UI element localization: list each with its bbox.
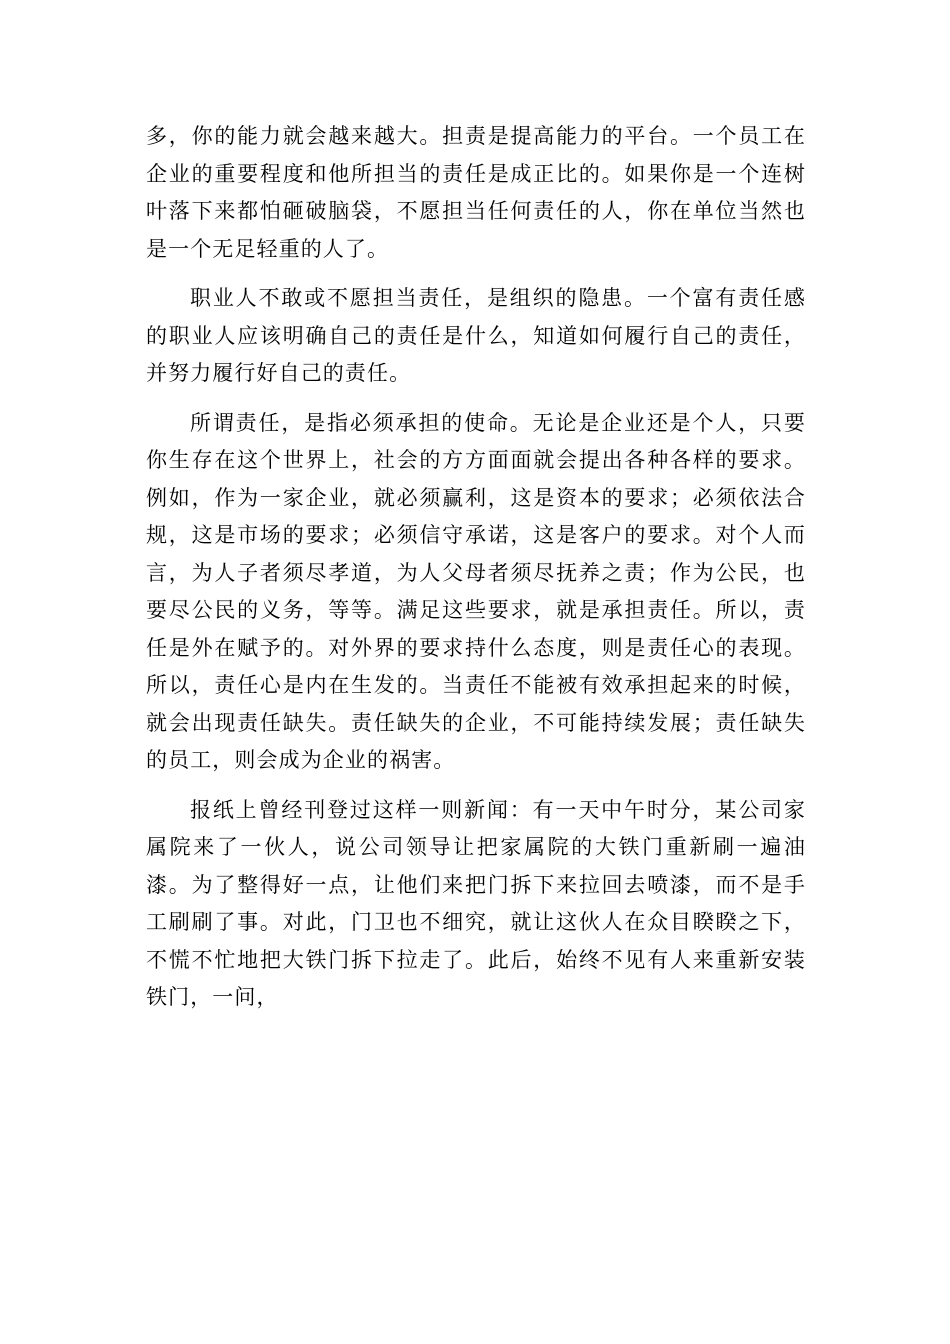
document-page xyxy=(146,118,806,1029)
paragraph-organization-risk: 职业人不敢或不愿担当责任，是组织的隐患。一个富有责任感的职业人应该明确自己的责任是什么，知道如何履行自己的责任，并努力履行好自己的责任。 xyxy=(146,286,806,385)
paragraph-definition-of-responsibility: 所谓责任，是指必须承担的使命。无论是企业还是个人，只要你生存在这个世界上，社会的方方面面就会提出各种各样的要求。例如，作为一家企业，就必须赢利，这是资本的要求；必须依法合规，这是市场的要求；必须信守承诺，这是客户的要求。对个人而言，为人子者须尽孝道，为人父母者须尽抚养之责；作为公民，也要尽公民的义务，等等。满足这些要求，就是承担责任。所以，责任是外在赋予的。对外界的要求持什么态度，则是责任心的表现。所以，责任心是内在生发的。当责任不能被有效承担起来的时候，就会出现责任缺失。责任缺失的企业，不可能持续发展；责任缺失的员工，则会成为企业的祸害。 xyxy=(146,410,806,772)
paragraph-news-story: 报纸上曾经刊登过这样一则新闻：有一天中午时分，某公司家属院来了一伙人，说公司领导让把家属院的大铁门重新刷一遍油漆。为了整得好一点，让他们来把门拆下来拉回去喷漆，而不是手工刷刷了事。对此，门卫也不细究，就让这伙人在众目睽睽之下，不慌不忙地把大铁门拆下拉走了。此后，始终不见有人来重新安装铁门，一问， xyxy=(146,797,806,1009)
paragraph-continuation: 多，你的能力就会越来越大。担责是提高能力的平台。一个员工在企业的重要程度和他所担当的责任是成正比的。如果你是一个连树叶落下来都怕砸破脑袋，不愿担当任何责任的人，你在单位当然也是一个无足轻重的人了。 xyxy=(146,124,806,261)
